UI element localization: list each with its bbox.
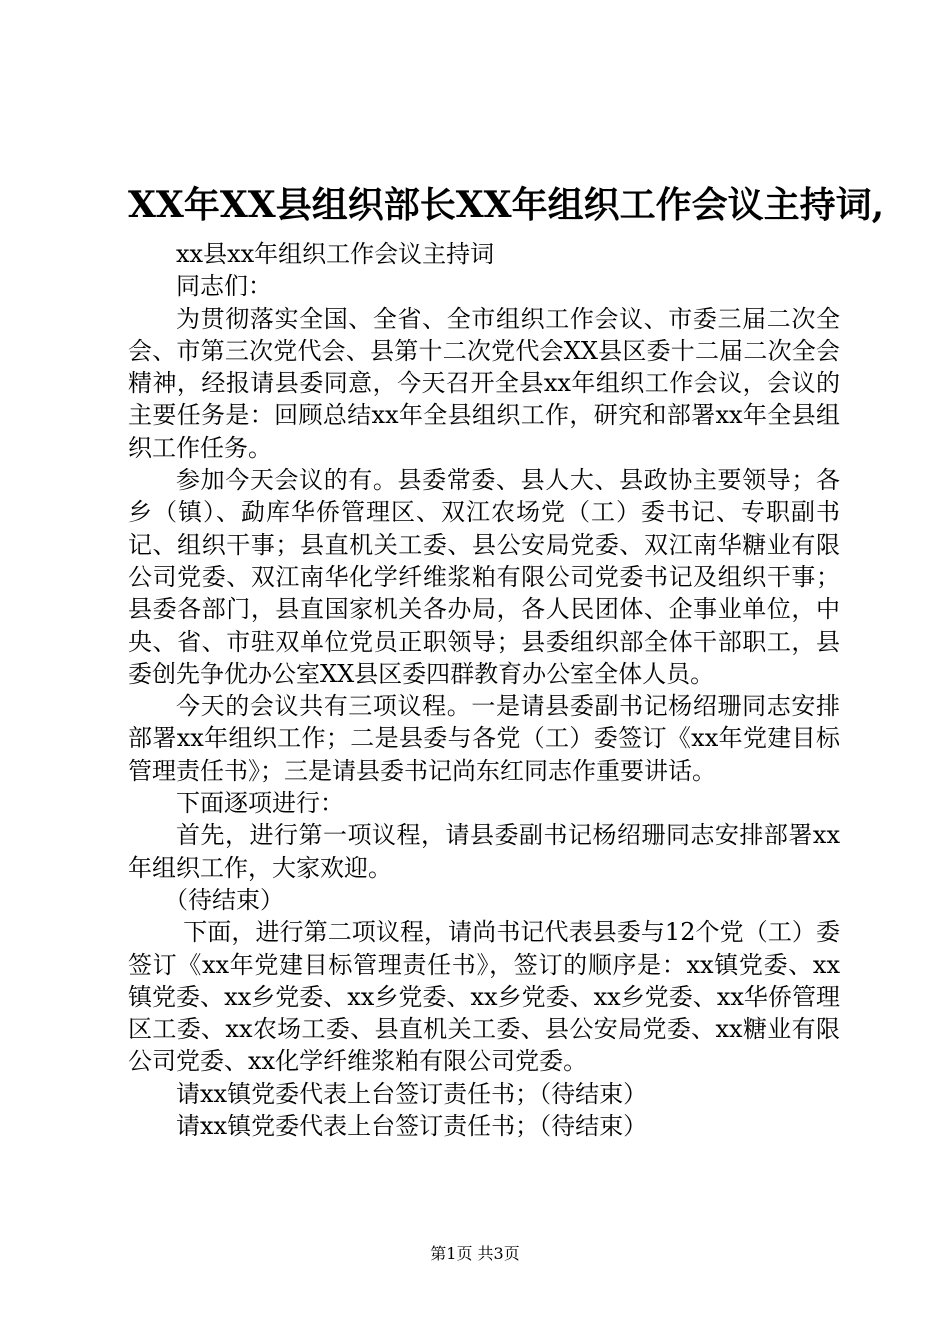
body-paragraph: 为贯彻落实全国、全省、全市组织工作会议、市委三届二次全会、市第三次党代会、县第十二次党代会XX县区委十二届二次全会精神，经报请县委同意，今天召开全县xx年组织工作会议，会议的主要任务是：回顾总结xx年全县组织工作，研究和部署xx年全县组织工作任务。 [128,304,840,462]
document-title: XX年XX县组织部长XX年组织工作会议主持词, [128,184,885,226]
body-paragraph: 参加今天会议的有。县委常委、县人大、县政协主要领导；各乡（镇）、勐库华侨管理区、双江农场党（工）委书记、专职副书记、组织干事；县直机关工委、县公安局党委、双江南华糖业有限公司党委、双江南华化学纤维浆粕有限公司党委书记及组织干事；县委各部门，县直国家机关各办局，各人民团体、企事业单位，中央、省、市驻双单位党员正职领导；县委组织部全体干部职工，县委创先争优办公室XX县区委四群教育办公室全体人员。 [128,466,840,688]
subtitle-paragraph: xx县xx年组织工作会议主持词 [176,240,495,268]
page-footer: 第1页 共3页 [430,1244,520,1263]
body-paragraph: 今天的会议共有三项议程。一是请县委副书记杨绍珊同志安排部署xx年组织工作；二是县委与各党（工）委签订《xx年党建目标管理责任书》；三是请县委书记尚东红同志作重要讲话。 [128,692,840,785]
salutation-paragraph: 同志们： [176,272,272,301]
document-body [128,238,840,1142]
body-paragraph: 请xx镇党委代表上台签订责任书；（待结束） [176,1112,648,1141]
body-paragraph: 请xx镇党委代表上台签订责任书；（待结束） [176,1079,648,1108]
body-paragraph: 下面，进行第二项议程，请尚书记代表县委与12个党（工）委签订《xx年党建目标管理责任书》，签订的顺序是：xx镇党委、xx镇党委、xx乡党委、xx乡党委、xx乡党委、xx乡党委、xx华侨管理区工委、xx农场工委、县直机关工委、县公安局党委、xx糖业有限公司党委、xx化学纤维浆粕有限公司党委。 [128,918,840,1076]
body-paragraph: （待结束） [164,885,284,914]
body-paragraph: 下面逐项进行： [176,789,344,818]
body-paragraph: 首先，进行第一项议程，请县委副书记杨绍珊同志安排部署xx年组织工作，大家欢迎。 [128,821,840,882]
